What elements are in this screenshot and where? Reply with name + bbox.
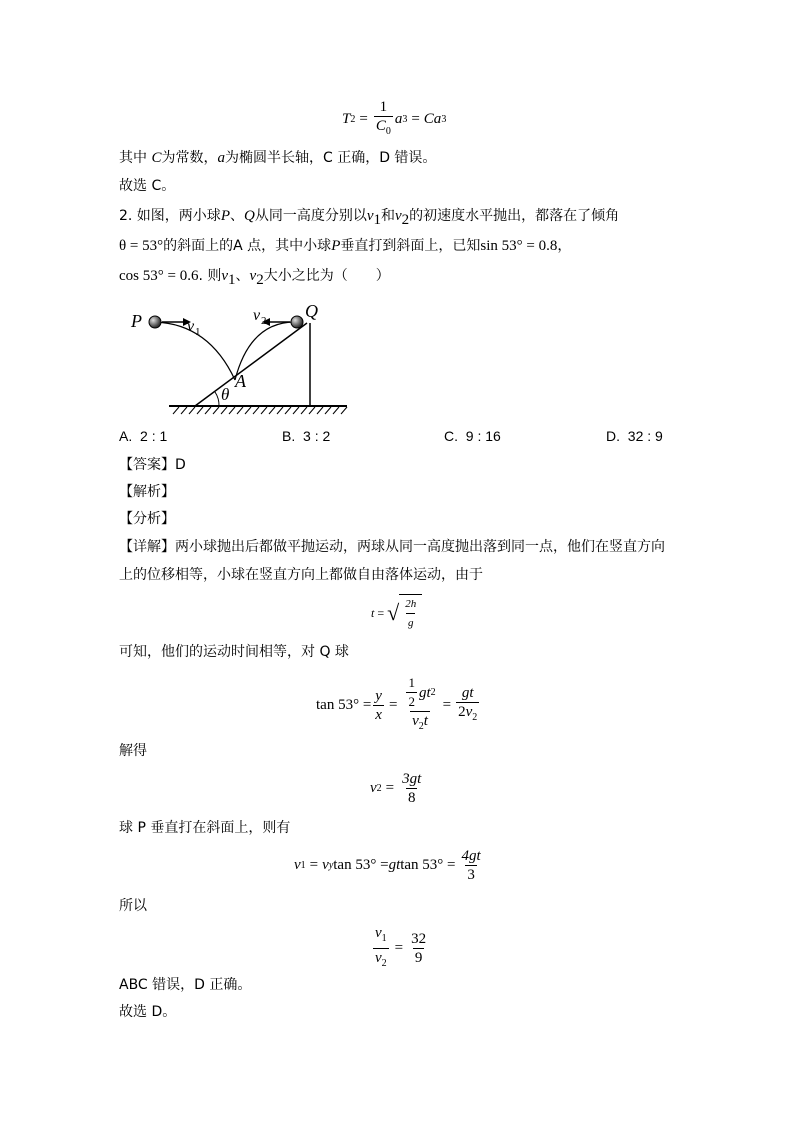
option-b[interactable]: B. 3 : 2 bbox=[282, 428, 331, 444]
text-line-constants: 其中 C为常数，a为椭圆半长轴，C 正确，D 错误。 bbox=[119, 150, 437, 166]
label-v2: v bbox=[253, 307, 261, 324]
analysis-heading: 【解析】 bbox=[119, 484, 175, 500]
eq-equals-2: = bbox=[411, 111, 420, 127]
answer-line: 【答案】D bbox=[119, 457, 186, 473]
fenxi-heading: 【分析】 bbox=[119, 511, 175, 527]
label-A: A bbox=[235, 371, 246, 391]
eq-Ca: Ca bbox=[423, 111, 442, 127]
question-line-3: cos 53° = 0.6. 则$v_1$、$v_2$大小之比为（ ） bbox=[119, 268, 390, 288]
text-abc-wrong: ABC 错误，D 正确。 bbox=[119, 977, 252, 993]
option-a[interactable]: A. 2 : 1 bbox=[119, 428, 168, 444]
incline-line bbox=[195, 323, 307, 406]
theta-arc bbox=[215, 392, 219, 406]
text-suoyi: 所以 bbox=[119, 898, 147, 914]
text-ball-p: 球 P 垂直打在斜面上，则有 bbox=[119, 820, 291, 836]
option-d[interactable]: D. 32 : 9 bbox=[606, 428, 663, 444]
label-v1-sub: 1 bbox=[195, 326, 201, 338]
option-c[interactable]: C. 9 : 16 bbox=[444, 428, 501, 444]
eq-equals: = bbox=[359, 111, 368, 127]
text-time-equal: 可知，他们的运动时间相等，对 Q 球 bbox=[119, 644, 349, 660]
ball-p bbox=[149, 316, 161, 328]
eq-frac-den: $C_0$ bbox=[374, 116, 393, 141]
tan-equation: tan 53° = $\frac{y}{x}$ = $\frac{1}{2}$ gt 2 $v_2t$ = $\frac{gt}{2v_2}$ bbox=[316, 674, 481, 736]
time-equation: t = √ $\frac{2h}{g}$ bbox=[371, 594, 422, 632]
eq-T: T bbox=[342, 111, 351, 127]
detail-line-2: 上的位移相等，小球在竖直方向上都做自由落体运动，由于 bbox=[119, 567, 483, 583]
ball-q bbox=[291, 316, 303, 328]
text-jiede: 解得 bbox=[119, 743, 147, 759]
eq-fraction bbox=[374, 98, 393, 141]
label-Q: Q bbox=[305, 301, 318, 321]
eq-frac-num: 1 bbox=[379, 99, 388, 115]
eq-a: a bbox=[394, 111, 403, 127]
projectile-figure bbox=[125, 298, 355, 418]
label-v2-sub: 2 bbox=[261, 315, 267, 327]
ground-hatching bbox=[173, 407, 347, 414]
ratio-equation: $\frac{v_1}{v_2}$ = $\frac{32}{9}$ bbox=[371, 924, 430, 973]
text-line-choice-c: 故选 C。 bbox=[119, 178, 176, 194]
question-line-2: θ = 53°的斜面上的A 点，其中小球P垂直打到斜面上，已知sin 53° = 0.8， bbox=[119, 238, 572, 254]
v2-equation: v 2 = $\frac{3gt}{8}$ bbox=[370, 771, 422, 806]
label-P: P bbox=[131, 311, 142, 331]
v1-equation: v 1 = v y tan 53° = gt tan 53° = $\frac{4gt}{3}$ bbox=[294, 848, 481, 883]
detail-line-1: 【详解】两小球抛出后都做平抛运动，两球从同一高度抛出落到同一点，他们在竖直方向 bbox=[119, 539, 665, 555]
text-final-choice: 故选 D。 bbox=[119, 1004, 177, 1020]
kepler-equation: T 2 = $\frac{1}{C_0}$ a 3 = Ca 3 bbox=[342, 98, 446, 141]
label-theta: θ bbox=[221, 385, 230, 404]
label-v1: v bbox=[187, 318, 195, 335]
question-line-1: 2. 如图，两小球P、Q从同一高度分别以$v_1$和$v_2$的初速度水平抛出，都落在了倾角 bbox=[119, 208, 620, 228]
